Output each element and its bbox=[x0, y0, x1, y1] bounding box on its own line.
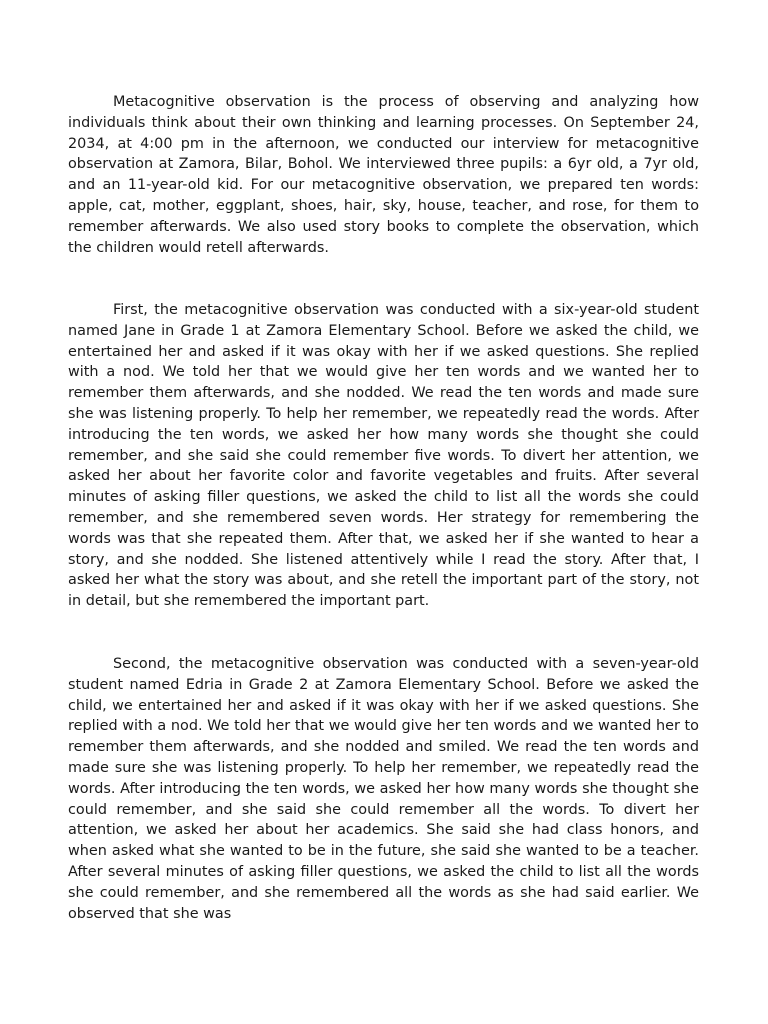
paragraph-first-observation: First, the metacognitive observation was conducted with a six-year-old student named Jane in Grade 1 at Zamora Elementary School. Before we asked the child, we entertained her and asked if it was okay with her if we asked questions. She replied with a nod. We told her that we would give her ten words and we wanted her to remember them afterwards, and she nodded. We read the ten words and made sure she was listening properly. To help her remember, we repeatedly read the words. After introducing the ten words, we asked her how many words she thought she could remember, and she said she could remember five words. To divert her attention, we asked her about her favorite color and favorite vegetables and fruits. After several minutes of asking filler questions, we asked the child to list all the words she could remember, and she remembered seven words. Her strategy for remembering the words was that she repeated them. After that, we asked her if she wanted to hear a story, and she nodded. She listened attentively while I read the story. After that, I asked her what the story was about, and she retell the important part of the story, not in detail, but she remembered the important part. bbox=[68, 302, 699, 610]
paragraph-second-observation: Second, the metacognitive observation was conducted with a seven-year-old student named Edria in Grade 2 at Zamora Elementary School. Before we asked the child, we entertained her and asked if it was okay with her if we asked questions. She replied with a nod. We told her that we would give her ten words and we wanted her to remember them afterwards, and she nodded and smiled. We read the ten words and made sure she was listening properly. To help her remember, we repeatedly read the words. After introducing the ten words, we asked her how many words she thought she could remember, and she said she could remember all the words. To divert her attention, we asked her about her academics. She said she had class honors, and when asked what she wanted to be in the future, she said she wanted to be a teacher. After several minutes of asking filler questions, we asked the child to list all the words she could remember, and she remembered all the words as she had said earlier. We observed that she was bbox=[68, 656, 699, 922]
paragraph-introduction: Metacognitive observation is the process of observing and analyzing how individuals think about their own thinking and learning processes. On September 24, 2034, at 4:00 pm in the afternoon, we conducted our interview for metacognitive observation at Zamora, Bilar, Bohol. We interviewed three pupils: a 6yr old, a 7yr old, and an 11-year-old kid. For our metacognitive observation, we prepared ten words: apple, cat, mother, eggplant, shoes, hair, sky, house, teacher, and rose, for them to remember afterwards. We also used story books to complete the observation, which the children would retell afterwards. bbox=[68, 94, 699, 256]
